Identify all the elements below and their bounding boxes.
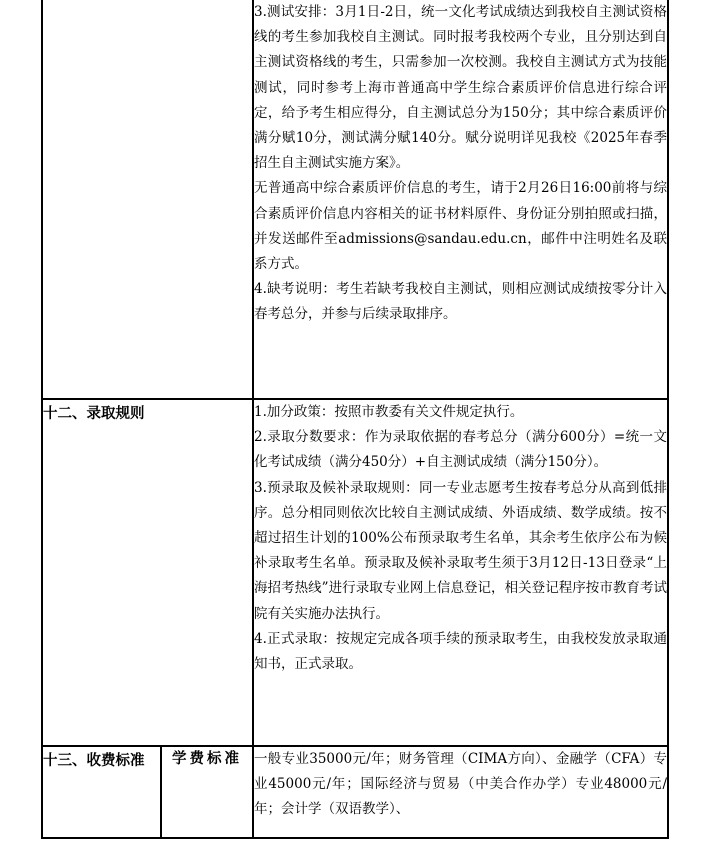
paragraph-pre-admission-rules: 3.预录取及候补录取规则：同一专业志愿考生按春考总分从高到低排序。总分相同则依次比较自主测试成绩、外语成绩、数学成绩。按不超过招生计划的100%公布预录取考生名单，其余考生依序公布为候补录取考生名单。预录取及候补录取考生须于3月12日-13日登录“上海招考热线”进行录取专业网上信息登记，相关登记程序按市教育考试院有关实施办法执行。 (254, 479, 667, 622)
table-row-test-arrangement (42, 0, 668, 399)
paragraph-test-schedule: 3.测试安排：3月1日-2日，统一文化考试成绩达到我校自主测试资格线的考生参加我校自主测试。同时报考我校两个专业，且分别达到自主测试资格线的考生，只需参加一次校测。我校自主测试方式为技能测试，同时参考上海市普通高中学生综合素质评价信息进行综合评定，给予考生相应得分，自主测试总分为150分；其中综合素质评价满分赋10分，测试满分赋140分。赋分说明详见我校《2025年春季招生自主测试实施方案》。 (254, 4, 667, 172)
paragraph-no-evaluation-info: 无普通高中综合素质评价信息的考生，请于2月26日16:00前将与综合素质评价信息内容相关的证书材料原件、身份证分别拍照或扫描，并发送邮件至admissions@sandau.edu.cn，邮件中注明姓名及联系方式。 (254, 180, 667, 273)
empty-label-cell (42, 0, 253, 399)
table-row-fees (42, 746, 668, 838)
admission-info-table (41, 0, 669, 839)
admission-rules-content (253, 399, 668, 746)
test-arrangement-content (253, 0, 668, 399)
fees-label: 十三、收费标准 (42, 746, 161, 838)
paragraph-score-requirement: 2.录取分数要求：作为录取依据的春考总分（满分600分）=统一文化考试成绩（满分450分）+自主测试成绩（满分150分）。 (254, 429, 667, 471)
table-row-admission-rules (42, 399, 668, 746)
paragraph-absence-note: 4.缺考说明：考生若缺考我校自主测试，则相应测试成绩按零分计入春考总分，并参与后续录取排序。 (254, 281, 667, 323)
paragraph-formal-admission: 4.正式录取：按规定完成各项手续的预录取考生，由我校发放录取通知书，正式录取。 (254, 630, 667, 673)
tuition-content: 一般专业35000元/年；财务管理（CIMA方向）、金融学（CFA）专业45000元/年；国际经济与贸易（中美合作办学）专业48000元/年；会计学（双语教学）、 (253, 746, 668, 838)
tuition-sublabel: 学费标准 (161, 746, 253, 838)
admission-rules-label: 十二、录取规则 (42, 399, 253, 746)
paragraph-bonus-policy: 1.加分政策：按照市教委有关文件规定执行。 (254, 404, 524, 420)
